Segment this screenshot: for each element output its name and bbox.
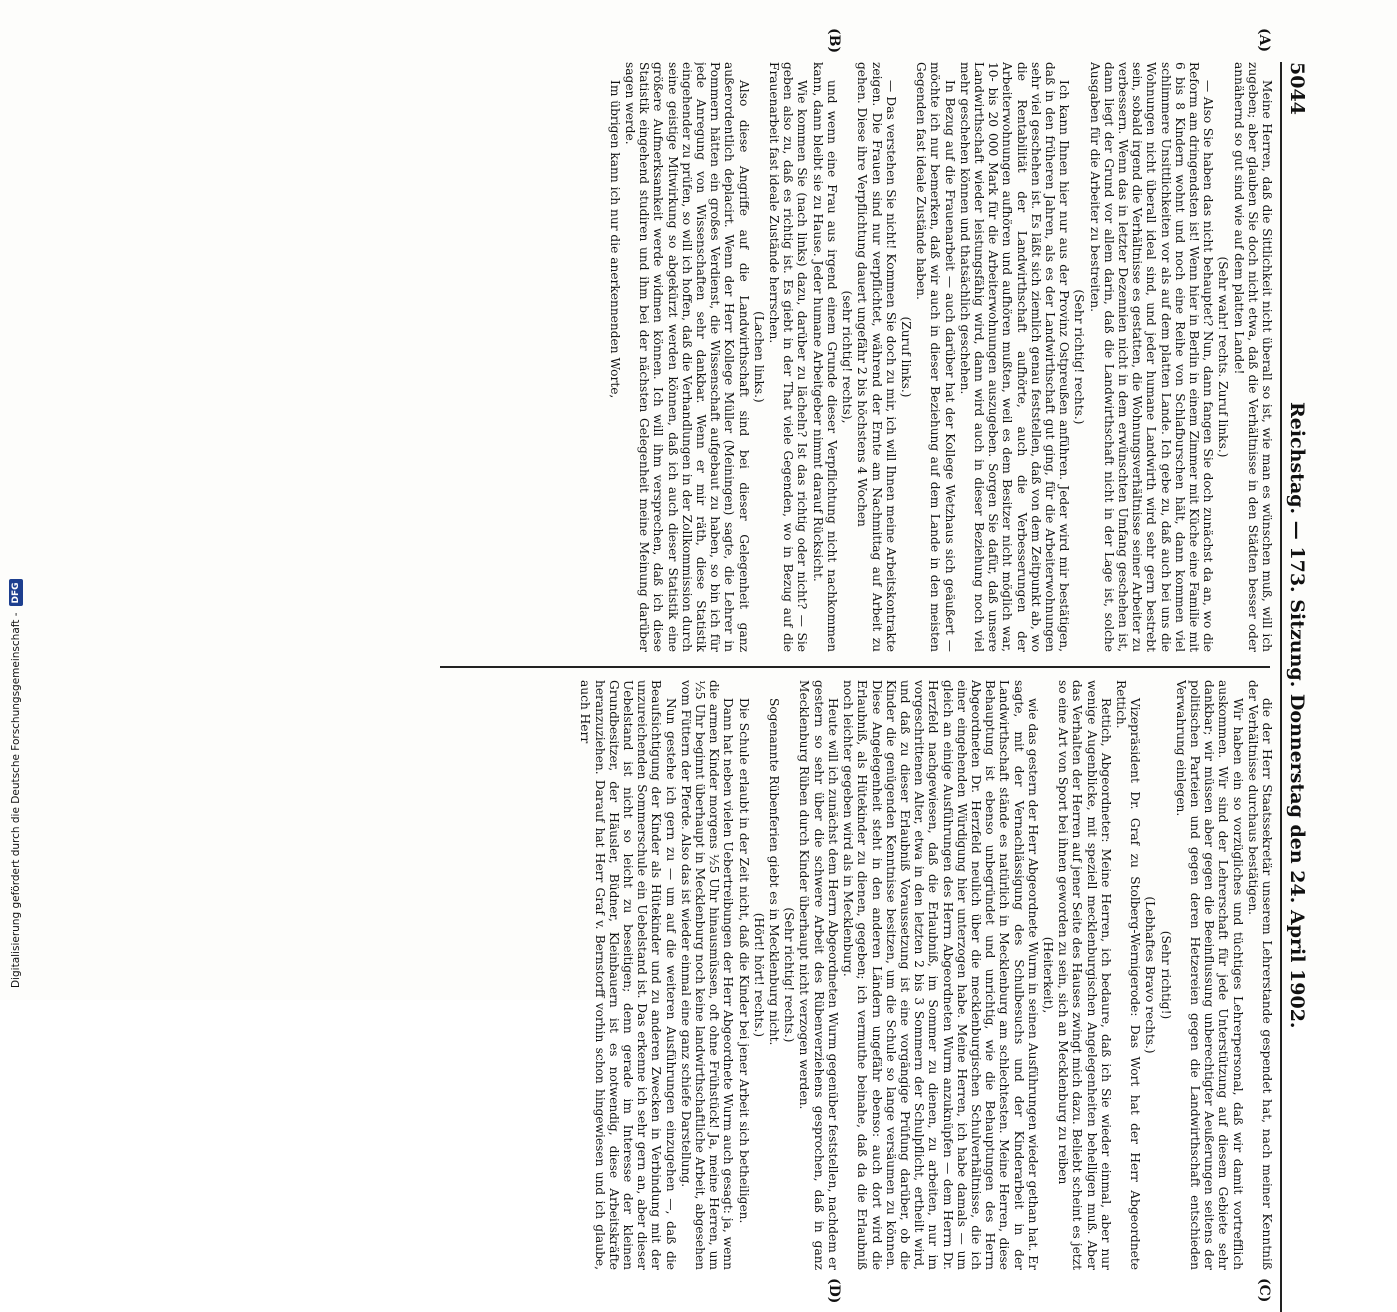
paragraph: Also diese Angriffe auf die Landwirthschaft sind bei dieser Gelegenheit ganz außerordentlich deplacirt. Wenn der Herr Kollege Müller (Meiningen) sagte, die Lehrer in Pommern hätten ein großes Verdienst, die Wissenschaft aufgebaut zu haben, so bin ich für jede Anregung von Wissenschaften sehr dankbar. Wenn er mir räth, diese Statistik eingehender zu prüfen, so will ich hoffen, daß die Verhandlungen in der Zollkommission durch seine geistige Mitwirkung so abgekürzt werden können, daß ich auch dieser Statistik eine größere Aufmerksamkeit werde widmen können. Ich will ihm versprechen, daß ich diese Statistik eingehend studiren und ihm bei der nächsten Gelegenheit meine Meinung darüber sagen werde. (623, 62, 751, 652)
digitization-note-text: Digitalisierung gefördert durch die Deutsche Forschungsgemeinschaft - (10, 612, 22, 988)
interjection: (Lachen links.) (751, 311, 766, 403)
paragraph: die der Herr Staatssekretär unserem Lehrerstande gespendet hat, nach meiner Kenntniß der Verhältnisse durchaus bestätigen. (1245, 680, 1274, 1270)
paragraph: Vizepräsident Dr. Graf zu Stolberg-Wernigerode: Das Wort hat der Herr Abgeordnete Rettich. (1113, 680, 1143, 1270)
interjection: (Sehr richtig!) (1158, 930, 1173, 1020)
paragraph: Rettich, Abgeordneter: Meine Herren, ich bedaure, daß ich Sie wieder einmal, aber nur wenige Augenblicke, mit speziell mecklenburgischen Angelegenheiten behelligen muß. Aber das Verhalten der Herren auf jener Seite des Hauses zwingt mich dazu. Beliebt scheint es jetzt so eine Art von Sport bei ihnen geworden zu sein, sich an Mecklenburg zu reiben (1056, 680, 1113, 1270)
rotated-document-sheet (62, 28, 1312, 1304)
interjection: (Sehr richtig! rechts.) (1072, 289, 1087, 425)
margin-mark-d: (D) (826, 1278, 842, 1304)
paragraph: Wie kommen Sie (nach links) dazu, darüber zu lächeln? Ist das richtig oder nicht? — Sie geben also zu, daß es richtig ist. Es giebt in der That viele Gegenden, wo in Bezug auf die Frauenarbeit fast ideale Zustände herrschen. (767, 62, 810, 652)
dfg-logo: DFG (9, 579, 23, 606)
paragraph: Meine Herren, daß die Sittlichkeit nicht überall so ist, wie man es wünschen muß, will ich zugeben; aber glauben Sie doch nicht etwa, daß die Verhältnisse in den Städten besser oder annähernd so gut sind wie auf dem platten Lande! (1231, 62, 1274, 652)
column-divider (440, 666, 1270, 668)
interjection: (Heiterkeit), (1040, 936, 1055, 1014)
paragraph: Die Schule erlaubt in der Zeit nicht, daß die Kinder bei jener Arbeit sich betheiligen. (736, 698, 751, 1224)
margin-mark-c: (C) (1256, 1278, 1272, 1303)
page-number: 5044 (1286, 62, 1308, 115)
paragraph: Sogenannte Rübenferien giebt es in Mecklenburg nicht. (767, 698, 782, 1046)
paragraph: und wenn eine Frau aus irgend einem Grunde dieser Verpflichtung nicht nachkommen kann, dann bleibt sie zu Hause. Jeder humane Arbeitgeber nimmt darauf Rücksicht. (810, 62, 839, 652)
margin-mark-b: (B) (826, 28, 842, 54)
page-header-title: Reichstag. — 173. Sitzung. Donnerstag den 24. April 1902. (1286, 402, 1308, 1029)
digitization-footer (6, 0, 26, 1000)
paragraph: — Das verstehen Sie nicht! Kommen Sie doch zu mir, ich will Ihnen meine Arbeitskontrakte zeigen. Die Frauen sind nur verpflichtet, während der Ernte am Nachmittag auf Arbeit zu gehen. Diese ihre Verpflichtung dauert ungefähr 2 bis höchstens 4 Wochen (855, 62, 898, 652)
paragraph: Wir haben ein so vorzügliches und tüchtiges Lehrerpersonal, daß wir damit vortrefflich auskommen. Wir sind der Lehrerschaft für jede Unterstützung auf diesem Gebiete sehr dankbar; wir müssen aber gegen die Beeinflussung unberechtigter Aeußerungen seitens der politischen Parteien und gegen deren Hetzereien gegen die Landwirthschaft entschieden Verwahrung einlegen. (1173, 680, 1245, 1270)
running-head (1280, 62, 1312, 1312)
margin-mark-a: (A) (1256, 28, 1272, 53)
paragraph: wie das gestern der Herr Abgeordnete Wurm in seinen Ausführungen wieder gethan hat. Er sagte, mit der Vernachlässigung des Schulbesuchs und der Kinderarbeit in der Landwirthschaft stände es natürlich in Mecklenburg am schlechtesten. Meine Herren, diese Behauptung ist ebenso unbegründet und unrichtig, wie die Behauptungen des Herrn Abgeordneten Dr. Herzfeld neulich über die mecklenburgischen Schulverhältnisse, die ich einer eingehenden Würdigung hier unterzogen habe. Meine Herren, ich habe damals — um gleich an einige Ausführungen des Herrn Abgeordneten Wurm anzuknüpfen — dem Herrn Dr. Herzfeld nachgewiesen, daß die Erlaubniß, im Sommer zu dienen, zu arbeiten, nur im vorgeschrittenen Alter, etwa in den letzten 2 bis 3 Sommern der Schulpflicht, ertheilt wird, und daß zu dieser Erlaubniß Voraussetzung ist eine vorgängige Prüfung darüber, ob die Kinder die genügenden Kenntnisse besitzen, um die Schule so lange versäumen zu können. Diese Angelegenheit steht in den anderen Ländern ungefähr ebenso: auch dort wird die Erlaubniß, als Hütekinder zu dienen, gegeben; ich vermuthe beinahe, daß da die Erlaubniß noch leichter gegeben wird als in Mecklenburg. (841, 680, 1040, 1270)
paragraph: — Also Sie haben das nicht behauptet? Nun, dann fangen Sie doch zunächst da an, wo die Reform am dringendsten ist! Wenn hier in Berlin in einem Zimmer mit Küche eine Familie mit 6 bis 8 Kindern wohnt und noch eine Reihe von Schlafburschen hält, dann kommen viel schlimmere Unsittlichkeiten vor als auf dem platten Lande. Ich gebe zu, daß auch bei uns die Wohnungen nicht überall ideal sind, und jeder humane Landwirth wird sehr gern bestrebt sein, sobald irgend die Verhältnisse es gestatten, die Wohnungsverhältnisse seiner Arbeiter zu verbessern. Wenn das in letzter Dezennien nicht in dem erwünschten Umfang geschehen ist, dann liegt der Grund vor allem darin, daß die Landwirthschaft nicht in der Lage ist, solche Ausgaben für die Arbeiter zu bestreiten. (1087, 62, 1216, 652)
paragraph: Ich kann Ihnen hier nur aus der Provinz Ostpreußen anführen. Jeder wird mir bestätigen, daß in den früheren Jahren, als es der Landwirthschaft gut ging, für die Arbeiterwohnungen sehr viel geschehen ist. Es läßt sich ziemlich genau feststellen, daß von dem Zeitpunkt ab, wo die Rentabilität der Landwirthschaft aufhörte, auch die Verbesserungen der Arbeiterwohnungen aufhören und aufhören mußten, weil es dem Besitzer nicht möglich war, 10- bis 20 000 Mark für die Arbeiterwohnungen auszugeben. Sorgen Sie dafür, daß unsere Landwirthschaft wieder leistungsfähig wird, dann wird auch in dieser Beziehung noch viel mehr geschehen können und thatsächlich geschehen. (957, 62, 1072, 652)
interjection: (Hört! hört! rechts.) (751, 912, 766, 1038)
interjection: (Zuruf links.) (898, 316, 913, 398)
paragraph: Dann hat neben vielen Uebertreibungen der Herr Abgeordnete Wurm auch gesagt: ja, wenn die armen Kinder morgens ½5 Uhr hinausmüssen, oft ohne Frühstück! Ja, meine Herren, um ½5 Uhr beginnt überhaupt in Mecklenburg noch keine landwirthschaftliche Arbeit, abgesehen vom Füttern der Pferde. Also das ist wieder einmal eine ganz schiefe Darstellung. (678, 680, 736, 1270)
left-column (438, 62, 1274, 652)
paragraph: Im übrigen kann ich nur die anerkennenden Worte, (607, 80, 622, 399)
text-columns (438, 62, 1274, 1312)
paragraph: Nun gestehe ich gern zu — um auf die weiteren Ausführungen einzugehen —, daß die Beaufsichtigung der Kinder als Hütekinder und zu anderen Zwecken in Verbindung mit der unzureichenden Sommerschule ein Uebelstand ist. Das erkenne ich sehr gern an, aber dieser Uebelstand ist nicht so leicht zu beseitigen; denn gerade im Interesse der kleinen Grundbesitzer, der Häusler, Büdner, Kleinbauern ist es notwendig, diese Arbeitskräfte heranzuziehen. Darauf hat Herr Graf v. Bernstorff vorhin schon hingewiesen und ich glaube, auch Herr (578, 680, 678, 1270)
right-column (438, 680, 1274, 1270)
interjection: (sehr richtig! rechts), (840, 290, 855, 424)
interjection: (Sehr richtig! rechts.) (782, 907, 797, 1043)
paragraph: In Bezug auf die Frauenarbeit — auch darüber hat der Kollege Wetzhaus sich geäußert — möchte ich nur bemerken, daß wir auch in dieser Beziehung auf dem Lande in den meisten Gegenden fast ideale Zustände haben. (914, 62, 957, 652)
interjection: (Lebhaftes Bravo rechts.) (1143, 896, 1158, 1054)
paragraph: Heute will ich zunächst dem Herrn Abgeordneten Wurm gegenüber feststellen, nachdem er gestern so sehr über die schwere Arbeit des Rübenverziehens gesprochen, daß in ganz Mecklenburg Rüben durch Kinder überhaupt nicht verzogen werden. (797, 680, 840, 1270)
interjection: (Sehr wahr! rechts. Zuruf links.) (1216, 256, 1231, 458)
